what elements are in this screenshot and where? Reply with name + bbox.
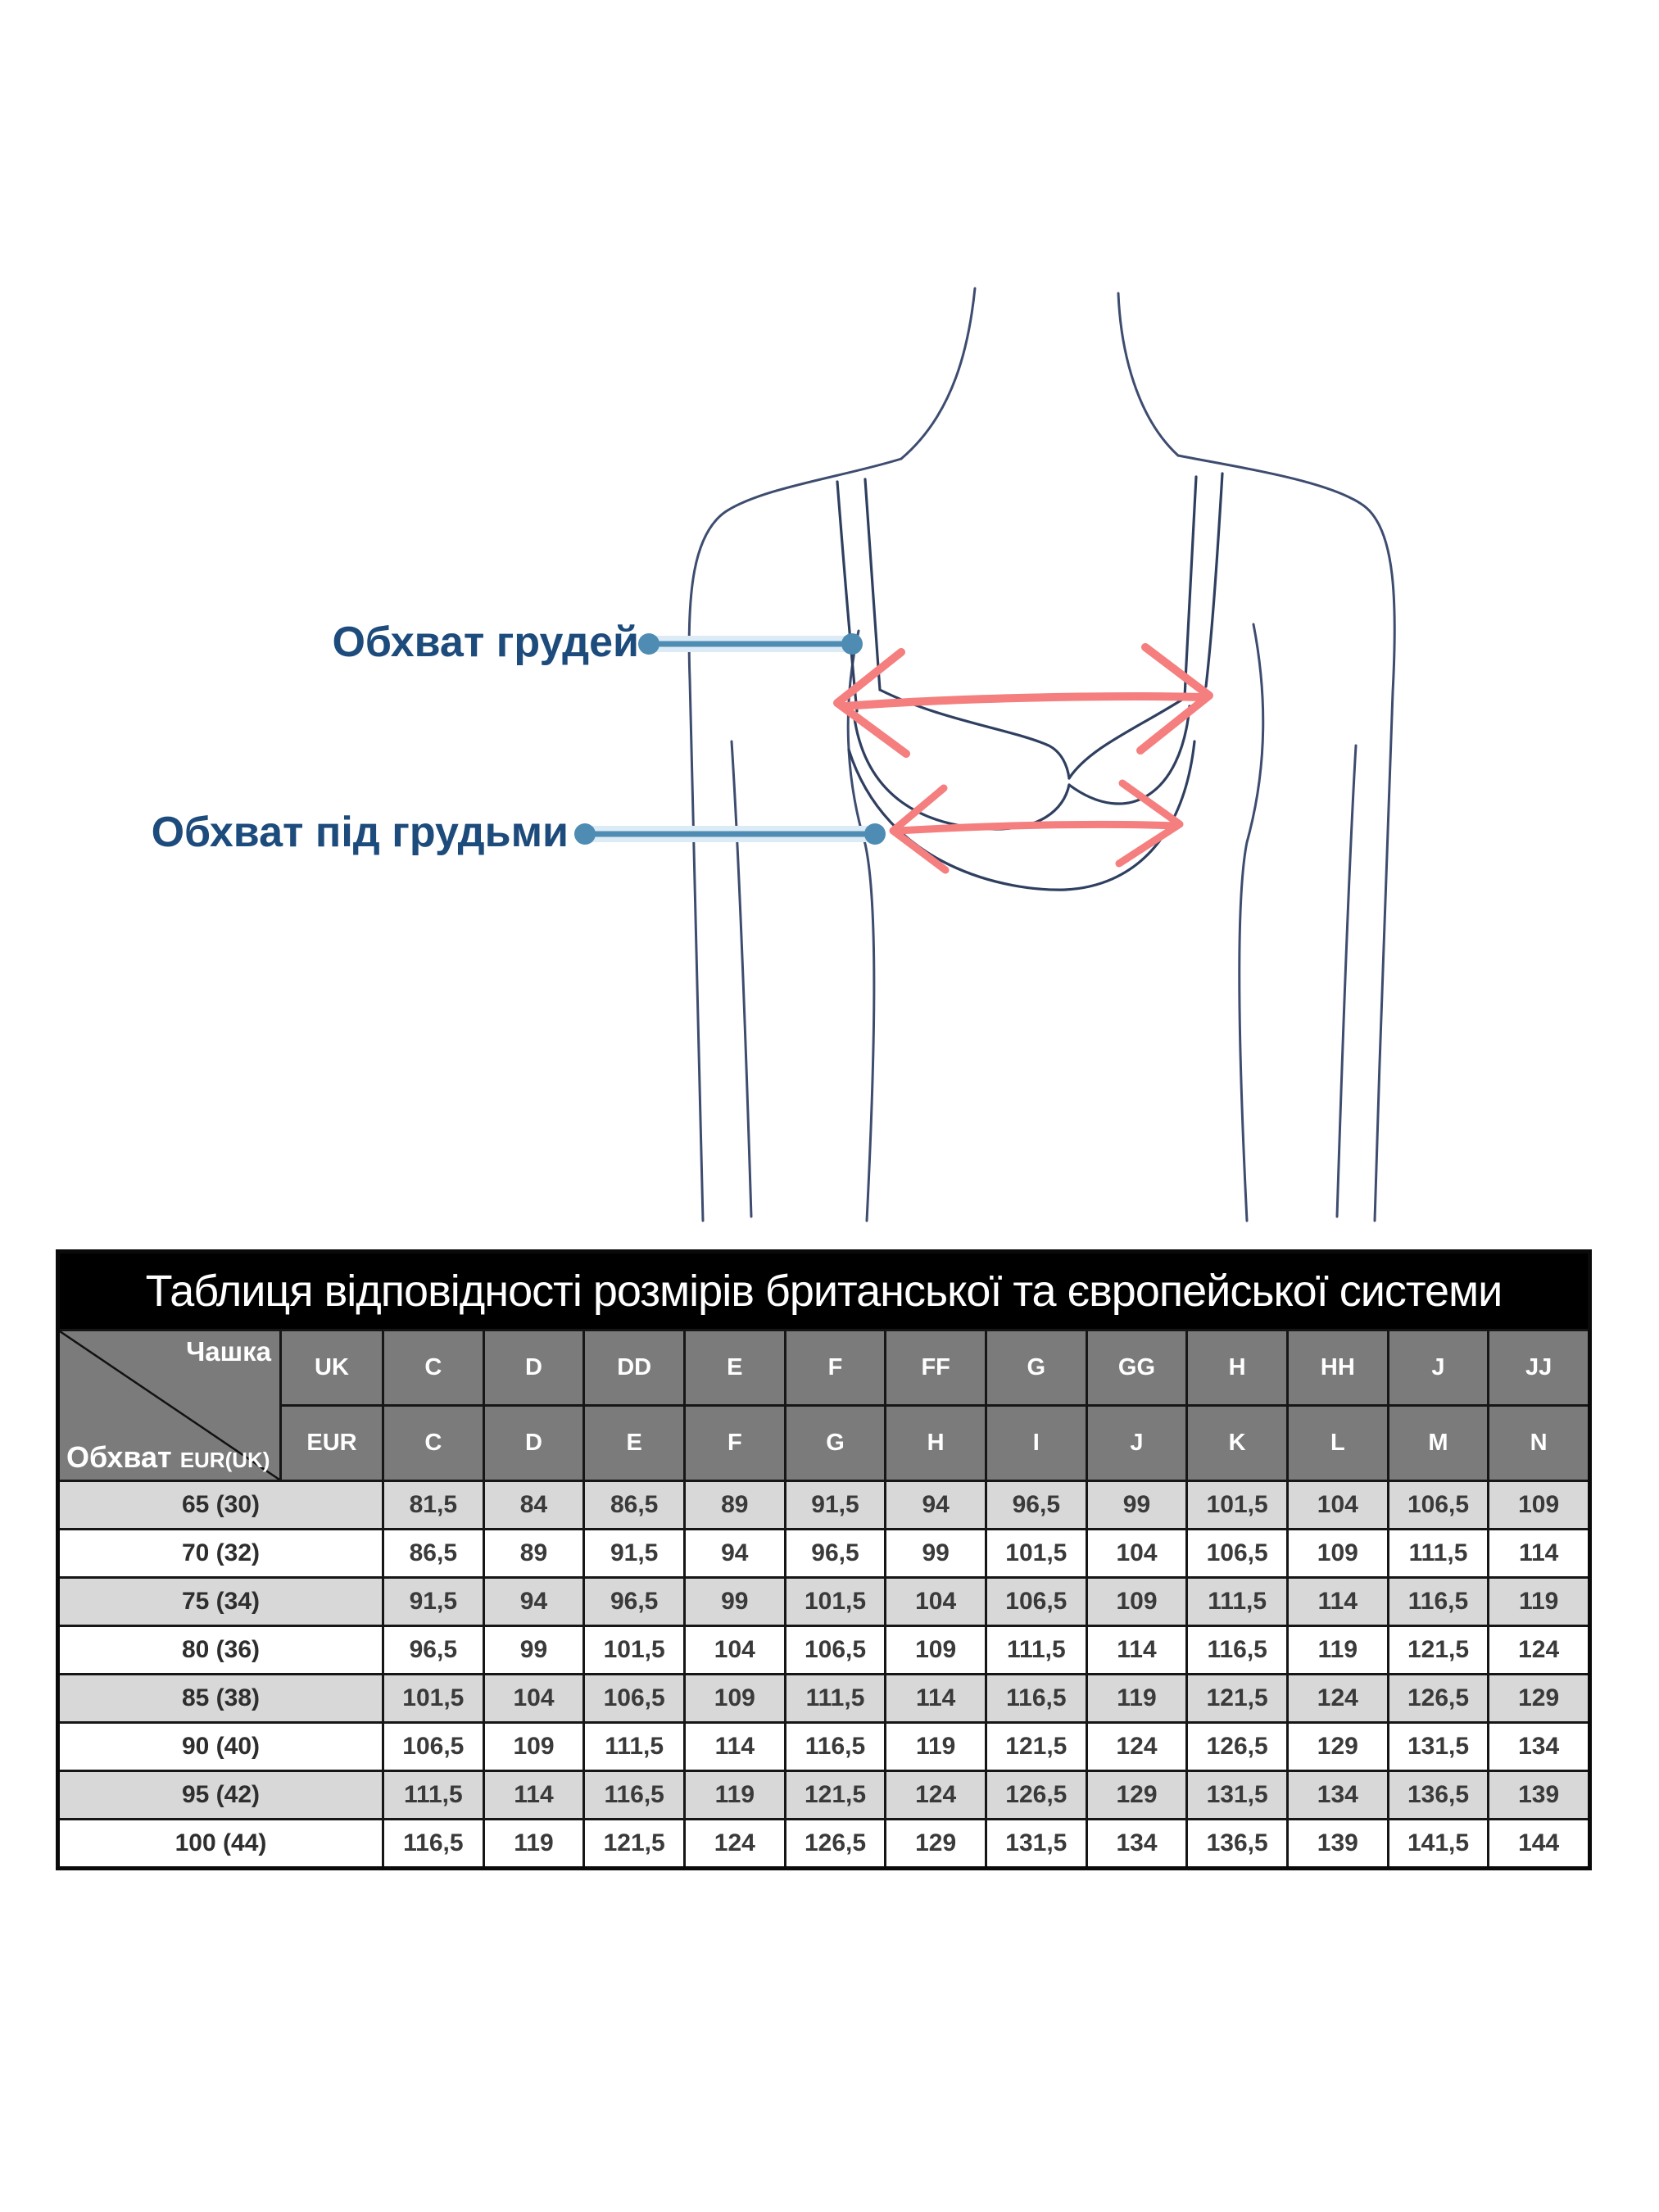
size-value-cell: 136,5 — [1389, 1772, 1488, 1818]
size-value-cell: 116,5 — [987, 1675, 1086, 1721]
cup-size-header-cell: C — [384, 1407, 483, 1480]
size-value-cell: 111,5 — [1188, 1579, 1286, 1625]
size-value-cell: 124 — [1489, 1627, 1588, 1673]
cup-size-header-cell: L — [1289, 1407, 1387, 1480]
size-value-cell: 96,5 — [585, 1579, 683, 1625]
size-value-cell: 106,5 — [585, 1675, 683, 1721]
size-value-cell: 121,5 — [786, 1772, 885, 1818]
size-value-cell: 129 — [886, 1820, 985, 1866]
cup-size-header-cell: FF — [886, 1331, 985, 1404]
girth-row-label: 80 (36) — [60, 1627, 382, 1673]
size-value-cell: 106,5 — [987, 1579, 1086, 1625]
cup-size-header-cell: C — [384, 1331, 483, 1404]
cup-size-header-cell: F — [786, 1331, 885, 1404]
size-value-cell: 104 — [485, 1675, 583, 1721]
table-title: Таблиця відповідності розмірів британської та європейської системи — [60, 1253, 1588, 1329]
size-value-cell: 124 — [1088, 1724, 1186, 1770]
size-value-cell: 101,5 — [384, 1675, 483, 1721]
size-value-cell: 101,5 — [786, 1579, 885, 1625]
cup-size-header-cell: DD — [585, 1331, 683, 1404]
cup-size-header-cell: D — [485, 1407, 583, 1480]
size-value-cell: 91,5 — [384, 1579, 483, 1625]
size-value-cell: 126,5 — [1389, 1675, 1488, 1721]
size-value-cell: 121,5 — [585, 1820, 683, 1866]
size-value-cell: 131,5 — [1188, 1772, 1286, 1818]
size-value-cell: 91,5 — [585, 1530, 683, 1576]
size-value-cell: 114 — [886, 1675, 985, 1721]
size-value-cell: 101,5 — [585, 1627, 683, 1673]
size-value-cell: 99 — [686, 1579, 784, 1625]
corner-cell — [60, 1331, 279, 1480]
size-value-cell: 114 — [1289, 1579, 1387, 1625]
size-value-cell: 129 — [1289, 1724, 1387, 1770]
size-value-cell: 119 — [485, 1820, 583, 1866]
size-value-cell: 111,5 — [585, 1724, 683, 1770]
size-value-cell: 121,5 — [1389, 1627, 1488, 1673]
size-value-cell: 101,5 — [987, 1530, 1086, 1576]
size-value-cell: 124 — [686, 1820, 784, 1866]
size-value-cell: 104 — [886, 1579, 985, 1625]
size-value-cell: 86,5 — [384, 1530, 483, 1576]
size-value-cell: 129 — [1489, 1675, 1588, 1721]
corner-girth-word: Обхват — [66, 1440, 172, 1474]
size-value-cell: 126,5 — [1188, 1724, 1286, 1770]
size-value-cell: 99 — [886, 1530, 985, 1576]
size-value-cell: 81,5 — [384, 1482, 483, 1528]
size-value-cell: 116,5 — [1389, 1579, 1488, 1625]
size-value-cell: 134 — [1289, 1772, 1387, 1818]
cup-size-header-cell: UK — [282, 1331, 382, 1404]
size-value-cell: 121,5 — [987, 1724, 1086, 1770]
size-value-cell: 114 — [485, 1772, 583, 1818]
girth-row-label: 95 (42) — [60, 1772, 382, 1818]
cup-size-header-cell: D — [485, 1331, 583, 1404]
size-value-cell: 119 — [1088, 1675, 1186, 1721]
bust-connector — [638, 633, 863, 655]
cup-size-header-cell: HH — [1289, 1331, 1387, 1404]
size-value-cell: 101,5 — [1188, 1482, 1286, 1528]
size-value-cell: 116,5 — [585, 1772, 683, 1818]
size-value-cell: 96,5 — [384, 1627, 483, 1673]
size-value-cell: 91,5 — [786, 1482, 885, 1528]
cup-size-header-cell: JJ — [1489, 1331, 1588, 1404]
torso-outline — [689, 288, 1394, 1221]
size-value-cell: 124 — [1289, 1675, 1387, 1721]
size-value-cell: 114 — [686, 1724, 784, 1770]
size-value-cell: 134 — [1088, 1820, 1186, 1866]
cup-size-header-cell: EUR — [282, 1407, 382, 1480]
size-value-cell: 94 — [886, 1482, 985, 1528]
size-value-cell: 99 — [1088, 1482, 1186, 1528]
size-value-cell: 114 — [1489, 1530, 1588, 1576]
size-conversion-table — [56, 1249, 1592, 1870]
size-value-cell: 86,5 — [585, 1482, 683, 1528]
corner-girth-label — [66, 1440, 270, 1475]
cup-size-header-cell: E — [686, 1331, 784, 1404]
girth-row-label: 90 (40) — [60, 1724, 382, 1770]
size-value-cell: 99 — [485, 1627, 583, 1673]
size-value-cell: 131,5 — [987, 1820, 1086, 1866]
size-value-cell: 109 — [1489, 1482, 1588, 1528]
size-value-cell: 104 — [1289, 1482, 1387, 1528]
size-value-cell: 111,5 — [1389, 1530, 1488, 1576]
girth-row-label: 85 (38) — [60, 1675, 382, 1721]
size-value-cell: 144 — [1489, 1820, 1588, 1866]
cup-size-header-cell: M — [1389, 1407, 1488, 1480]
cup-size-header-cell: F — [686, 1407, 784, 1480]
size-value-cell: 119 — [1289, 1627, 1387, 1673]
size-value-cell: 124 — [886, 1772, 985, 1818]
cup-size-header-cell: K — [1188, 1407, 1286, 1480]
size-value-cell: 96,5 — [786, 1530, 885, 1576]
size-value-cell: 106,5 — [384, 1724, 483, 1770]
cup-size-header-cell: J — [1389, 1331, 1488, 1404]
cup-size-header-cell: GG — [1088, 1331, 1186, 1404]
size-value-cell: 141,5 — [1389, 1820, 1488, 1866]
cup-size-header-cell: N — [1489, 1407, 1588, 1480]
size-value-cell: 89 — [485, 1530, 583, 1576]
size-value-cell: 119 — [686, 1772, 784, 1818]
bust-measure-label: Обхват грудей — [332, 619, 639, 666]
size-value-cell: 109 — [886, 1627, 985, 1673]
girth-row-label: 70 (32) — [60, 1530, 382, 1576]
size-value-cell: 126,5 — [786, 1820, 885, 1866]
cup-size-header-cell: E — [585, 1407, 683, 1480]
size-value-cell: 106,5 — [786, 1627, 885, 1673]
girth-row-label: 65 (30) — [60, 1482, 382, 1528]
size-value-cell: 126,5 — [987, 1772, 1086, 1818]
size-value-cell: 136,5 — [1188, 1820, 1286, 1866]
cup-size-header-cell: H — [1188, 1331, 1286, 1404]
size-value-cell: 106,5 — [1188, 1530, 1286, 1576]
girth-row-label: 75 (34) — [60, 1579, 382, 1625]
cup-size-header-cell: I — [987, 1407, 1086, 1480]
size-value-cell: 109 — [485, 1724, 583, 1770]
size-value-cell: 109 — [686, 1675, 784, 1721]
size-value-cell: 111,5 — [987, 1627, 1086, 1673]
corner-cup-label: Чашка — [186, 1336, 271, 1367]
size-value-cell: 94 — [686, 1530, 784, 1576]
size-grid — [60, 1331, 1588, 1866]
size-value-cell: 134 — [1489, 1724, 1588, 1770]
size-value-cell: 116,5 — [1188, 1627, 1286, 1673]
cup-size-header-cell: H — [886, 1407, 985, 1480]
corner-girth-units: EUR(UK) — [179, 1448, 270, 1472]
size-value-cell: 96,5 — [987, 1482, 1086, 1528]
size-value-cell: 111,5 — [786, 1675, 885, 1721]
underbust-connector — [574, 823, 886, 845]
size-value-cell: 116,5 — [384, 1820, 483, 1866]
cup-size-header-cell: G — [987, 1331, 1086, 1404]
girth-row-label: 100 (44) — [60, 1820, 382, 1866]
cup-size-header-cell: J — [1088, 1407, 1186, 1480]
size-value-cell: 94 — [485, 1579, 583, 1625]
size-value-cell: 106,5 — [1389, 1482, 1488, 1528]
size-value-cell: 111,5 — [384, 1772, 483, 1818]
size-value-cell: 121,5 — [1188, 1675, 1286, 1721]
size-value-cell: 89 — [686, 1482, 784, 1528]
size-value-cell: 139 — [1289, 1820, 1387, 1866]
size-value-cell: 119 — [886, 1724, 985, 1770]
size-value-cell: 119 — [1489, 1579, 1588, 1625]
underbust-measure-label: Обхват під грудьми — [151, 809, 569, 856]
size-value-cell: 139 — [1489, 1772, 1588, 1818]
size-value-cell: 104 — [1088, 1530, 1186, 1576]
size-value-cell: 109 — [1289, 1530, 1387, 1576]
size-value-cell: 104 — [686, 1627, 784, 1673]
cup-size-header-cell: G — [786, 1407, 885, 1480]
size-value-cell: 109 — [1088, 1579, 1186, 1625]
size-value-cell: 131,5 — [1389, 1724, 1488, 1770]
size-value-cell: 114 — [1088, 1627, 1186, 1673]
size-value-cell: 129 — [1088, 1772, 1186, 1818]
size-value-cell: 116,5 — [786, 1724, 885, 1770]
size-value-cell: 84 — [485, 1482, 583, 1528]
